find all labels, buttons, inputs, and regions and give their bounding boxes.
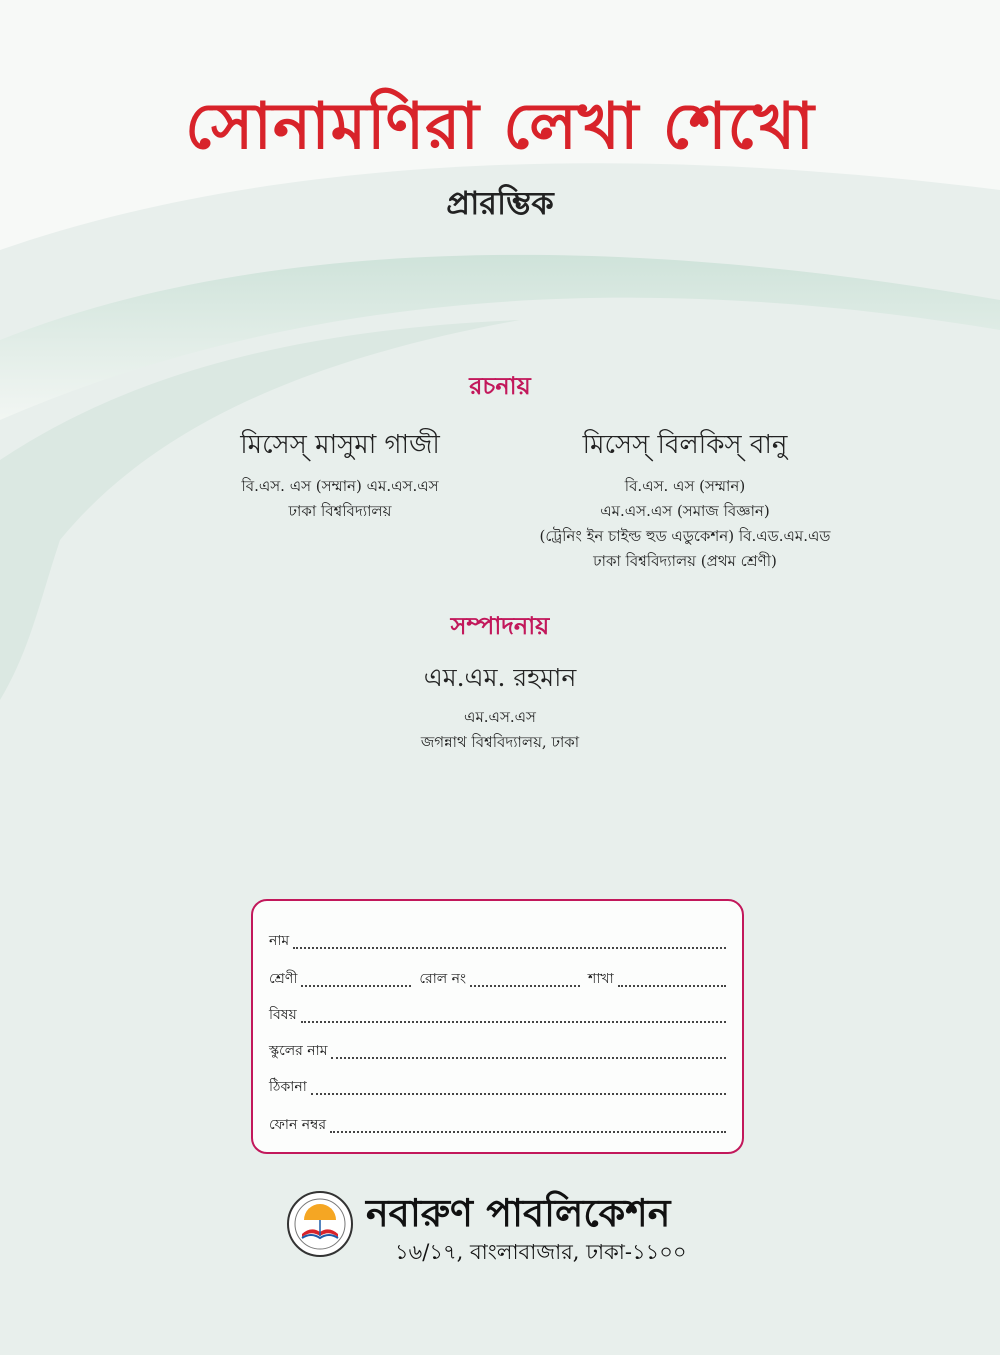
section-label: শাখা <box>588 971 614 987</box>
class-label: শ্রেণী <box>269 971 298 987</box>
editor-university: জগন্নাথ বিশ্ববিদ্যালয়, ঢাকা <box>420 733 580 751</box>
author-2-degree-2: এম.এস.এস (সমাজ বিজ্ঞান) <box>600 502 770 520</box>
phone-row <box>269 1113 726 1137</box>
phone-label: ফোন নম্বর <box>269 1117 327 1133</box>
author-1-degree: বি.এস. এস (সম্মান) এম.এস.এস <box>241 477 439 495</box>
author-2-university: ঢাকা বিশ্ববিদ্যালয় (প্রথম শ্রেণী) <box>593 552 777 570</box>
editor-name: এম.এম. রহমান <box>423 663 577 692</box>
book-title: সোনামণিরা লেখা শেখো <box>185 89 815 164</box>
school-field[interactable] <box>331 1056 726 1059</box>
author-2-degree-1: বি.এস. এস (সম্মান) <box>624 477 746 495</box>
section-field[interactable] <box>618 984 726 987</box>
roll-label: রোল নং <box>419 971 467 987</box>
author-1-name: মিসেস্ মাসুমা গাজী <box>240 430 440 460</box>
class-row <box>269 967 726 991</box>
publisher-address: ১৬/১৭, বাংলাবাজার, ঢাকা-১১০০ <box>395 1240 687 1264</box>
author-1-university: ঢাকা বিশ্ববিদ্যালয় <box>288 502 392 520</box>
author-2-name: মিসেস্ বিলকিস্ বানু <box>582 430 788 460</box>
class-field[interactable] <box>301 984 411 987</box>
student-info-form <box>251 899 744 1154</box>
author-2 <box>490 424 880 574</box>
name-field[interactable] <box>293 946 726 949</box>
editor-degree: এম.এস.এস <box>464 708 536 726</box>
subject-field[interactable] <box>301 1020 726 1023</box>
name-label: নাম <box>269 933 290 949</box>
address-row <box>269 1075 726 1099</box>
authors-heading: রচনায় <box>469 371 531 400</box>
author-1 <box>210 424 470 524</box>
book-subtitle: প্রারম্ভিক <box>446 184 554 222</box>
editor <box>0 658 1000 755</box>
school-row <box>269 1039 726 1063</box>
roll-field[interactable] <box>470 984 580 987</box>
subject-row <box>269 1003 726 1027</box>
address-label: ঠিকানা <box>269 1079 307 1095</box>
address-field[interactable] <box>311 1092 726 1095</box>
author-2-training: (ট্রেনিং ইন চাইল্ড হুড এডুকেশন) বি.এড.এম.এড <box>539 527 831 545</box>
book-emblem-icon <box>286 1190 354 1258</box>
editor-heading: সম্পাদনায় <box>450 611 550 640</box>
subject-label: বিষয় <box>269 1007 297 1023</box>
name-row <box>269 929 726 953</box>
publisher-name: নবারুণ পাবলিকেশন <box>366 1190 671 1235</box>
school-label: স্কুলের নাম <box>269 1043 328 1059</box>
phone-field[interactable] <box>330 1130 726 1133</box>
